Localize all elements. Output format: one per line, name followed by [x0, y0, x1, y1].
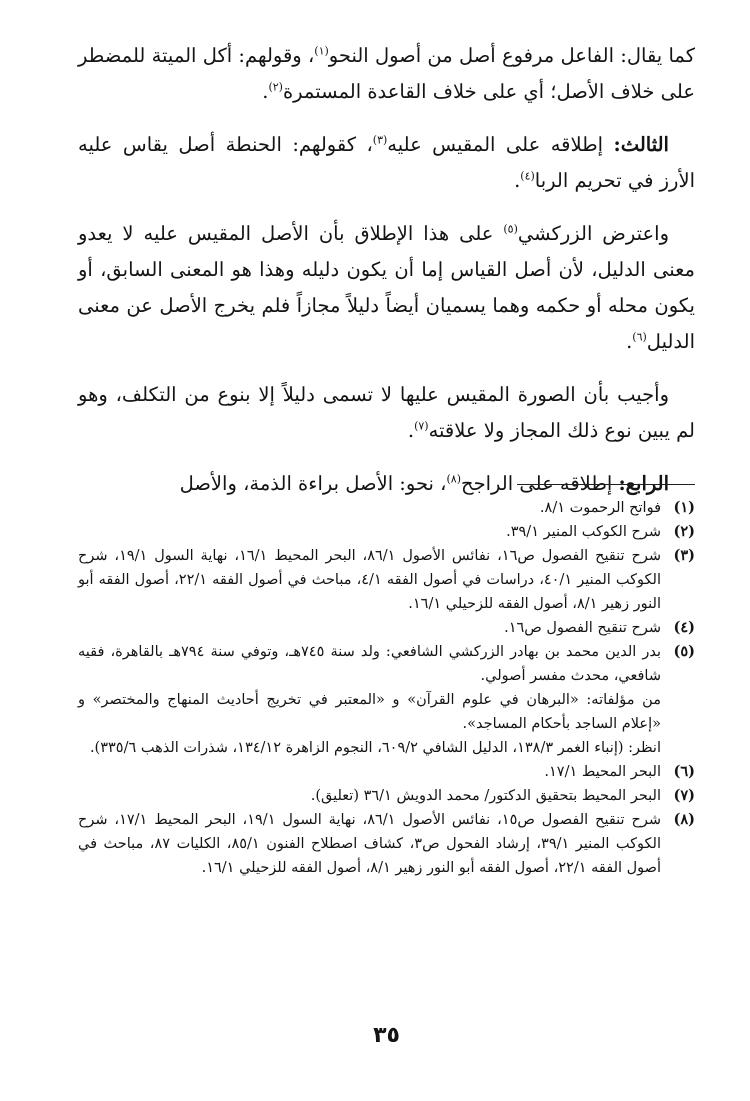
footnote-ref[interactable]: (٣)	[372, 133, 388, 147]
paragraph-text: على هذا الإطلاق بأن الأصل المقيس عليه لا يعدو معنى الدليل، لأن أصل القياس إما أن يكون دليله وهذا هو المعنى السابق، أو يكون محله أو حكمه وهما يسميان أيضاً دليلاً مجازاً فلم يخرج الأصل عن معنى الدليل	[78, 222, 695, 353]
footnote-number: (٥)	[673, 643, 695, 660]
footnote-text: البحر المحيط ١٧/١.	[544, 764, 661, 780]
footnote-number: (١)	[673, 499, 695, 516]
footnote	[78, 640, 695, 688]
footnote-number: (٢)	[673, 523, 695, 540]
footnote	[78, 520, 695, 544]
footnote-continuation	[78, 688, 695, 736]
footnote-text: فواتح الرحموت ٨/١.	[539, 500, 661, 516]
footnote-ref[interactable]: (٤)	[520, 169, 535, 183]
paragraph-text: .	[514, 169, 521, 192]
footnotes	[78, 496, 695, 880]
paragraph-4	[78, 377, 695, 449]
footnote-text: شرح الكوكب المنير ٣٩/١.	[506, 524, 661, 540]
footnote	[78, 784, 695, 808]
paragraph-lead: الرابع:	[618, 472, 669, 495]
paragraph-text: ، وقولهم: أكل الميتة للمضطر على خلاف الأصل؛ أي على خلاف القاعدة المستمرة	[78, 44, 695, 103]
footnote-ref[interactable]: (٧)	[414, 419, 429, 433]
paragraph-text: وأجيب بأن الصورة المقيس عليها لا تسمى دليلاً إلا بنوع من التكلف، وهو لم يبين نوع ذلك المجاز ولا علاقته	[78, 383, 695, 442]
footnote-number: (٤)	[673, 619, 695, 636]
paragraph-1	[78, 38, 695, 110]
paragraph-text: ، نحو: الأصل براءة الذمة، والأصل	[179, 472, 447, 495]
paragraph-text: .	[626, 330, 633, 353]
footnote-text: من مؤلفاته: «البرهان في علوم القرآن» و «المعتبر في تخريج أحاديث المنهاج والمختصر» و «إعلام الساجد بأحكام المساجد».	[78, 692, 661, 732]
book-page	[78, 38, 695, 1078]
footnote-text: بدر الدين محمد بن بهادر الزركشي الشافعي: ولد سنة ٧٤٥هـ، وتوفي سنة ٧٩٤هـ بالقاهرة، فقيه شافعي، محدث مفسر أصولي.	[78, 644, 661, 684]
main-text	[78, 38, 695, 502]
footnote-text: البحر المحيط بتحقيق الدكتور/ محمد الدويش ٣٦/١ (تعليق).	[310, 788, 661, 804]
paragraph-text: واعترض الزركشي	[517, 222, 669, 245]
footnote-number	[661, 688, 695, 736]
footnote-number	[661, 736, 695, 760]
footnote-ref[interactable]: (٨)	[446, 472, 461, 486]
paragraph-text: ، كقولهم: الحنطة أصل يقاس عليه الأرز في تحريم الربا	[78, 133, 695, 192]
footnote-divider	[517, 484, 695, 485]
footnote-ref[interactable]: (٥)	[503, 222, 518, 236]
footnote-text: انظر: (إنباء الغمر ١٣٨/٣، الدليل الشافي ٦٠٩/٢، النجوم الزاهرة ١٣٤/١٢، شذرات الذهب ٣٣٥/٦).	[89, 740, 661, 756]
page-number: ٣٥	[373, 1023, 400, 1048]
footnote-ref[interactable]: (٢)	[268, 80, 283, 94]
footnote-continuation	[78, 736, 695, 760]
footnote-text: شرح تنقيح الفصول ص١٥، نفائس الأصول ٨٦/١، نهاية السول ١٩/١، البحر المحيط ١٧/١، شرح الكوكب المنير ٣٩/١، إرشاد الفحول ص٣، كشاف اصطلاح الفنون ٨٥/١، الكليات ٨٧، مباحث في أصول الفقه ٢٢/١، أصول الفقه أبو النور زهير ٨/١، أصول الفقه للزحيلي ١٦/١.	[78, 812, 661, 876]
footnote	[78, 808, 695, 880]
paragraph-text: .	[262, 80, 269, 103]
paragraph-text: .	[407, 419, 415, 442]
paragraph-lead: الثالث:	[613, 133, 669, 156]
footnote-number: (٣)	[673, 547, 695, 564]
footnote-text: شرح تنقيح الفصول ص١٦، نفائس الأصول ٨٦/١، البحر المحيط ١٦/١، نهاية السول ١٩/١، شرح الكوكب المنير ٤٠/١، دراسات في أصول الفقه ٤/١، مباحث في أصول الفقه ٢٢/١، أصول الفقه أبو النور زهير ٨/١، أصول الفقه للزحيلي ١٦/١.	[78, 548, 662, 612]
footnote-ref[interactable]: (٦)	[632, 330, 647, 344]
paragraph-text: إطلاقه على المقيس عليه	[387, 133, 614, 156]
footnote-number: (٧)	[673, 787, 695, 804]
paragraph-3	[78, 216, 695, 360]
paragraph-2	[78, 127, 695, 199]
footnote	[78, 760, 695, 784]
footnote-number: (٦)	[673, 763, 695, 780]
footnote-ref[interactable]: (١)	[314, 44, 329, 58]
footnote	[78, 496, 695, 520]
footnote	[78, 616, 695, 640]
paragraph-text: إطلاقه على الراجح	[460, 472, 619, 495]
footnote-text: شرح تنقيح الفصول ص١٦.	[504, 620, 661, 636]
paragraph-text: كما يقال: الفاعل مرفوع أصل من أصول النحو	[328, 44, 695, 67]
footnote-number: (٨)	[673, 811, 695, 828]
footnote	[78, 544, 695, 616]
